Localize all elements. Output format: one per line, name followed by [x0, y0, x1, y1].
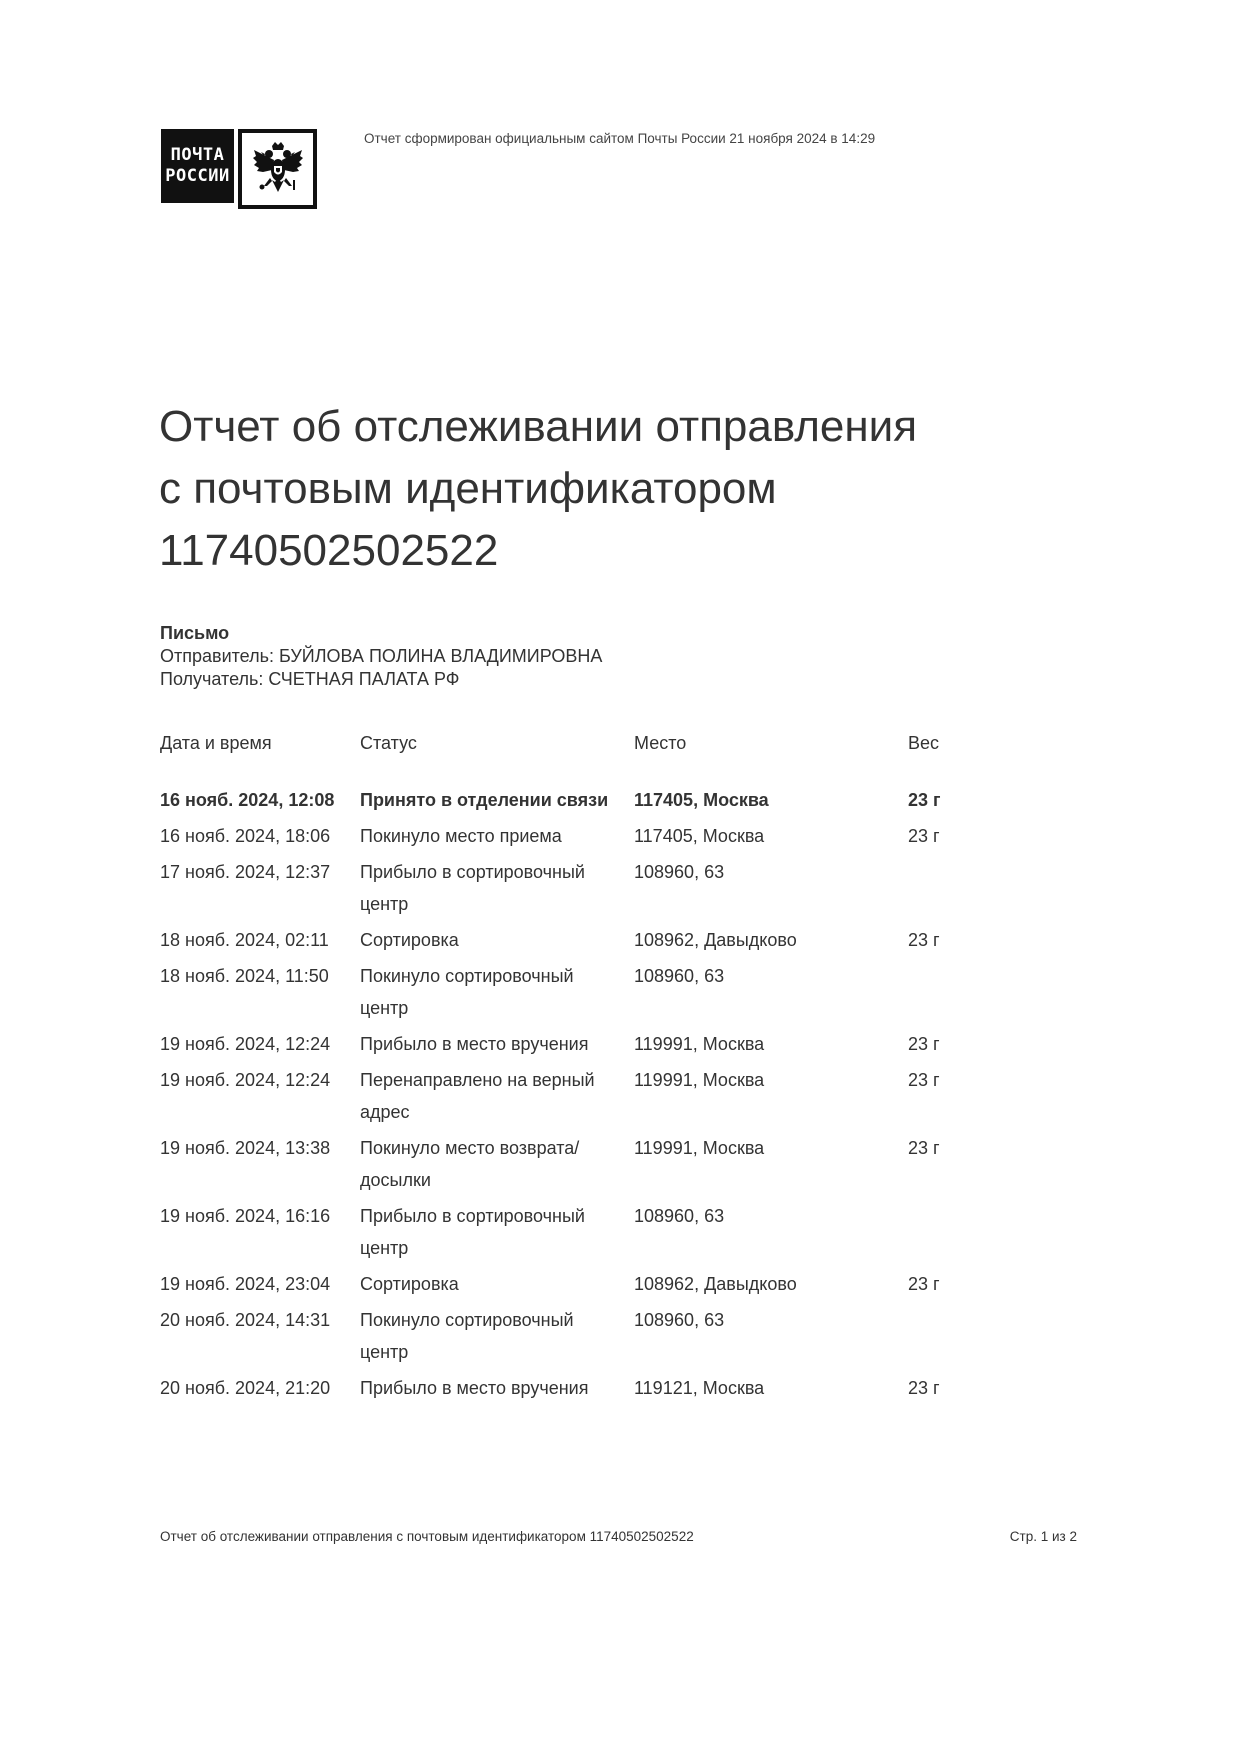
event-date: 16 нояб. 2024, 18:06: [160, 826, 331, 846]
logo-wordmark: [161, 129, 234, 203]
table-row: [160, 1268, 1060, 1304]
column-header-place: Место: [634, 733, 687, 753]
event-place: 119991, Москва: [634, 1138, 765, 1158]
event-weight: [908, 1304, 1060, 1372]
event-status-text: Покинуло сортировочный центр: [360, 1310, 574, 1362]
double-headed-eagle-icon: [238, 129, 317, 209]
table-row: [160, 820, 1060, 856]
event-status: [360, 1304, 634, 1372]
event-place: 119121, Москва: [634, 1378, 765, 1398]
event-status-text: Прибыло в сортировочный центр: [360, 862, 585, 914]
page-number: Стр. 1 из 2: [1009, 1529, 1077, 1544]
page-title: [159, 396, 917, 582]
event-weight: 23 г: [908, 1034, 940, 1054]
event-place: 117405, Москва: [634, 826, 765, 846]
event-status: [360, 924, 634, 960]
column-header-weight: Вес: [908, 733, 940, 753]
table-row: [160, 784, 1060, 820]
event-weight: [908, 960, 1060, 1028]
event-date: 20 нояб. 2024, 14:31: [160, 1310, 331, 1330]
event-weight: 23 г: [908, 1070, 940, 1090]
event-status-text: Сортировка: [360, 1274, 459, 1294]
event-status: [360, 1064, 634, 1132]
event-weight: 23 г: [908, 826, 940, 846]
event-date: 19 нояб. 2024, 13:38: [160, 1138, 331, 1158]
recipient: Получатель: СЧЕТНАЯ ПАЛАТА РФ: [160, 669, 460, 689]
event-place: 108960, 63: [634, 1310, 725, 1330]
event-date: 19 нояб. 2024, 12:24: [160, 1070, 331, 1090]
event-status-text: Прибыло в место вручения: [360, 1034, 589, 1054]
tracking-number: 11740502502522: [159, 526, 499, 575]
table-row: [160, 1200, 1060, 1268]
event-date: 16 нояб. 2024, 12:08: [160, 790, 335, 810]
event-status-text: Прибыло в сортировочный центр: [360, 1206, 585, 1258]
event-place: 108960, 63: [634, 862, 725, 882]
event-status-text: Покинуло сортировочный центр: [360, 966, 574, 1018]
event-status: [360, 1268, 634, 1304]
event-date: 19 нояб. 2024, 12:24: [160, 1034, 331, 1054]
event-status: [360, 960, 634, 1028]
event-place: 119991, Москва: [634, 1070, 765, 1090]
table-row: [160, 856, 1060, 924]
event-weight: 23 г: [908, 1378, 940, 1398]
column-header-status: Статус: [360, 733, 417, 753]
report-generated-note: Отчет сформирован официальным сайтом Почты России 21 ноября 2024 в 14:29: [364, 131, 876, 146]
event-status: [360, 820, 634, 856]
event-place: 108960, 63: [634, 1206, 725, 1226]
event-status-text: Прибыло в место вручения: [360, 1378, 589, 1398]
table-row: [160, 960, 1060, 1028]
event-place: 108960, 63: [634, 966, 725, 986]
table-row: [160, 924, 1060, 960]
event-status: [360, 1132, 634, 1200]
event-weight: [908, 1200, 1060, 1268]
table-header-row: [160, 733, 1060, 784]
event-status: [360, 1372, 634, 1408]
event-weight: 23 г: [908, 930, 940, 950]
event-status: [360, 784, 634, 820]
event-date: 17 нояб. 2024, 12:37: [160, 862, 331, 882]
tracking-events-table: [160, 733, 1060, 1408]
shipment-info: [160, 622, 602, 691]
table-row: [160, 1372, 1060, 1408]
event-status: [360, 856, 634, 924]
event-status-text: Сортировка: [360, 930, 459, 950]
table-row: [160, 1028, 1060, 1064]
event-date: 19 нояб. 2024, 23:04: [160, 1274, 331, 1294]
event-weight: 23 г: [908, 1274, 940, 1294]
event-weight: [908, 856, 1060, 924]
logo-line-2: РОССИИ: [165, 166, 230, 186]
table-row: [160, 1064, 1060, 1132]
event-status: [360, 1200, 634, 1268]
event-place: 117405, Москва: [634, 790, 769, 810]
table-row: [160, 1304, 1060, 1372]
russian-post-logo: [161, 129, 317, 209]
event-date: 18 нояб. 2024, 11:50: [160, 966, 329, 986]
event-status-text: Принято в отделении связи: [360, 790, 609, 810]
event-date: 20 нояб. 2024, 21:20: [160, 1378, 331, 1398]
event-place: 108962, Давыдково: [634, 930, 797, 950]
sender: Отправитель: БУЙЛОВА ПОЛИНА ВЛАДИМИРОВНА: [160, 646, 603, 666]
shipment-type: Письмо: [160, 623, 230, 643]
event-status: [360, 1028, 634, 1064]
table-row: [160, 1132, 1060, 1200]
title-line-2: с почтовым идентификатором: [159, 464, 777, 513]
event-status-text: Перенаправлено на верный адрес: [360, 1070, 595, 1122]
event-weight: 23 г: [908, 1138, 940, 1158]
event-place: 108962, Давыдково: [634, 1274, 797, 1294]
footer-report-title: Отчет об отслеживании отправления с почтовым идентификатором 11740502502522: [160, 1529, 694, 1544]
event-weight: 23 г: [908, 790, 941, 810]
event-status-text: Покинуло место возврата/ досылки: [360, 1138, 580, 1190]
title-line-1: Отчет об отслеживании отправления: [159, 402, 918, 451]
event-status-text: Покинуло место приема: [360, 826, 562, 846]
event-date: 19 нояб. 2024, 16:16: [160, 1206, 331, 1226]
logo-line-1: ПОЧТА: [170, 145, 225, 165]
event-place: 119991, Москва: [634, 1034, 765, 1054]
column-header-date: Дата и время: [160, 733, 272, 753]
event-date: 18 нояб. 2024, 02:11: [160, 930, 329, 950]
